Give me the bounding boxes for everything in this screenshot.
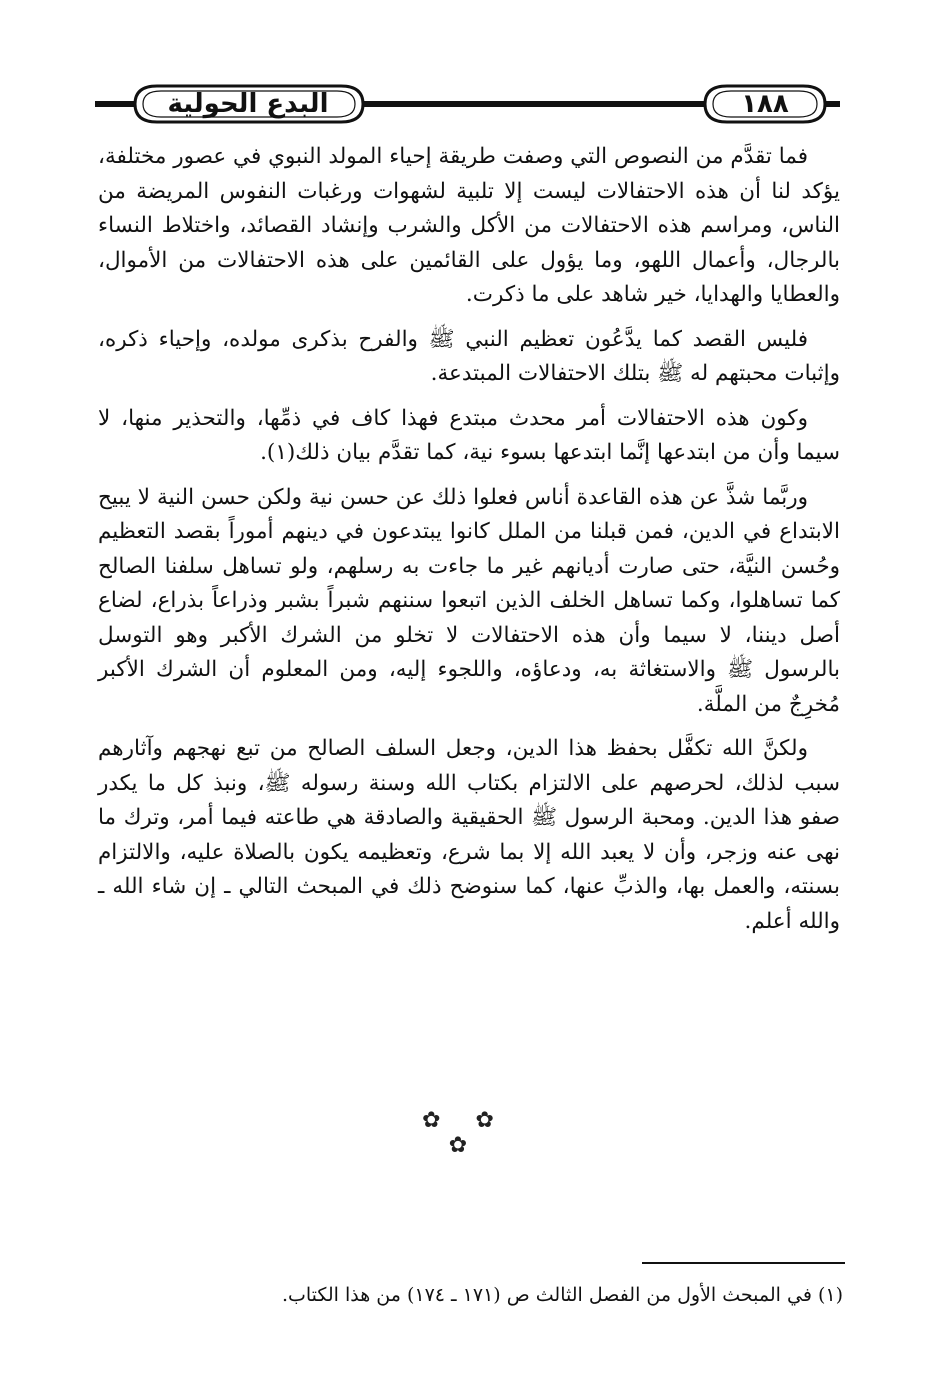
main-text xyxy=(98,140,840,949)
page-number: ١٨٨ xyxy=(741,89,789,119)
footnote: (١) في المبحث الأول من الفصل الثالث ص (١٧١ ـ ١٧٤) من هذا الكتاب. xyxy=(281,1284,843,1306)
paragraph-5: ولكنَّ الله تكفَّل بحفظ هذا الدين، وجعل السلف الصالح من تبع نهجهم وآثارهم سبب لذلك، لحرصهم على الالتزام بكتاب الله وسنة رسوله ﷺ، ونبذ كل ما يكدر صفو هذا الدين. ومحبة الرسول ﷺ الحقيقية والصادقة هي طاعته فيما أمر، وترك ما نهى عنه وزجر، وأن لا يعبد الله إلا بما شرع، وتعظيمه يكون بالصلاة عليه، والالتزام بسنته، والعمل بها، والذبِّ عنها، كما سنوضح ذلك في المبحث التالي ـ إن شاء الله ـ والله أعلم. xyxy=(98,736,840,934)
paragraph-3: وكون هذه الاحتفالات أمر محدث مبتدع فهذا كاف في ذمِّها، والتحذير منها، لا سيما وأن من ابتدعها إنَّما ابتدعها بسوء نية، كما تقدَّم بيان ذلك(١). xyxy=(98,405,840,465)
section-ornament: ✿ ✿ ✿ xyxy=(422,1108,508,1158)
page-header xyxy=(95,80,840,128)
paragraph-2: فليس القصد كما يدَّعُون تعظيم النبي ﷺ والفرح بذكرى مولده، وإحياء ذكره، وإثبات محبتهم له ﷺ بتلك الاحتفالات المبتدعة. xyxy=(98,326,840,386)
footnote-separator xyxy=(642,1262,845,1264)
paragraph-1: فما تقدَّم من النصوص التي وصفت طريقة إحياء المولد النبوي في عصور مختلفة، يؤكد لنا أن هذه الاحتفالات ليست إلا تلبية لشهوات ورغبات النفوس المريضة من الناس، ومراسم هذه الاحتفالات من الأكل والشرب وإنشاد القصائد، واختلاط النساء بالرجال، وأعمال اللهو، وما يؤول على القائمين على هذه الاحتفالات من الأموال، والعطايا والهدايا، خير شاهد على ما ذكرت. xyxy=(98,144,840,307)
running-title: البدع الحولية xyxy=(167,89,329,119)
paragraph-4: وربَّما شذَّ عن هذه القاعدة أناس فعلوا ذلك عن حسن نية ولكن حسن النية لا يبيح الابتداع في الدين، فمن قبلنا من الملل كانوا يبتدعون في دينهم أموراً بقصد التعظيم وحُسن النيَّة، حتى صارت أديانهم غير ما جاءت به رسلهم، ولو تساهل سلفنا الصالح كما تساهلوا، وكما تساهل الخلف الذين اتبعوا سننهم شبراً بشبر وذراعاً بذراع، لضاع أصل ديننا، لا سيما وأن هذه الاحتفالات لا تخلو من الشرك الأكبر وهو التوسل بالرسول ﷺ والاستغاثة به، ودعاؤه، واللجوء إليه، ومن المعلوم أن الشرك الأكبر مُخرِجٌ من الملَّة. xyxy=(98,484,840,717)
